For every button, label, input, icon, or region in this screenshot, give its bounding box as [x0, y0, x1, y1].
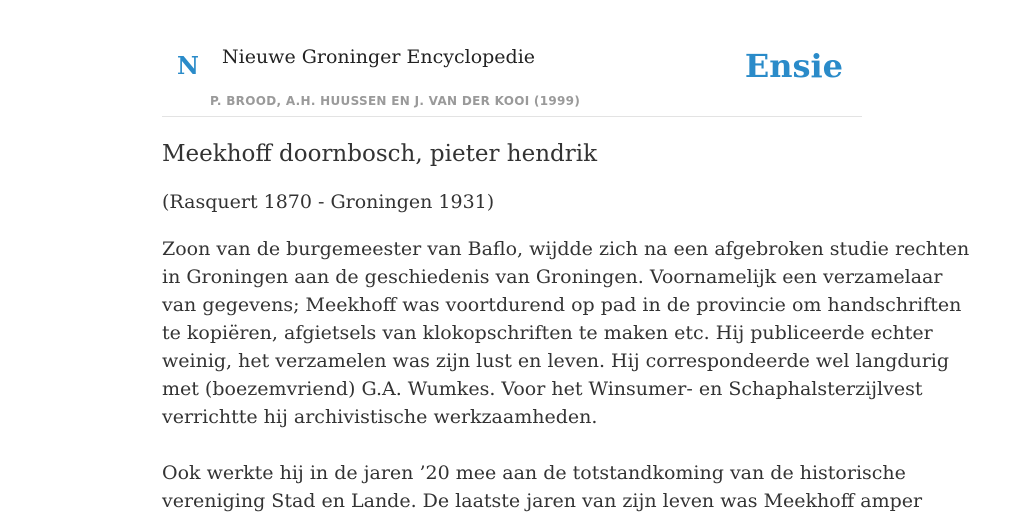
entry-subtitle: (Rasquert 1870 - Groningen 1931) [162, 191, 495, 213]
book-header [162, 0, 862, 117]
paragraph-line: verrichtte hij archivistische werkzaamheden. [162, 406, 598, 428]
book-title-link[interactable]: Nieuwe Groninger Encyclopedie [222, 46, 536, 68]
book-authors: P. BROOD, A.H. HUUSSEN EN J. VAN DER KOOI (1999) [210, 94, 581, 108]
paragraph-line: in Groningen aan de geschiedenis van Groningen. Voornamelijk een verzamelaar [162, 266, 943, 288]
paragraph-line: van gegevens; Meekhoff was voortdurend op pad in de provincie om handschriften [162, 294, 962, 316]
entry-title: Meekhoff doornbosch, pieter hendrik [162, 141, 598, 167]
entry-content [162, 138, 970, 512]
paragraph-line: weinig, het verzamelen was zijn lust en leven. Hij correspondeerde wel langdurig [162, 350, 950, 372]
paragraph-line: vereniging Stad en Lande. De laatste jaren van zijn leven was Meekhoff amper [162, 490, 923, 512]
book-logo[interactable]: N [177, 51, 199, 80]
paragraph-line: met (boezemvriend) G.A. Wumkes. Voor het Winsumer- en Schaphalsterzijlvest [162, 378, 923, 400]
ensie-logo-link[interactable]: Ensie [744, 47, 843, 85]
paragraph-line: te kopiëren, afgietsels van klokopschriften te maken etc. Hij publiceerde echter [162, 322, 933, 344]
entry-paragraph-2 [162, 459, 923, 512]
entry-paragraph-1 [162, 235, 970, 431]
paragraph-line: Zoon van de burgemeester van Baflo, wijdde zich na een afgebroken studie rechten [162, 238, 970, 260]
paragraph-line: Ook werkte hij in de jaren ’20 mee aan de totstandkoming van de historische [162, 462, 906, 484]
